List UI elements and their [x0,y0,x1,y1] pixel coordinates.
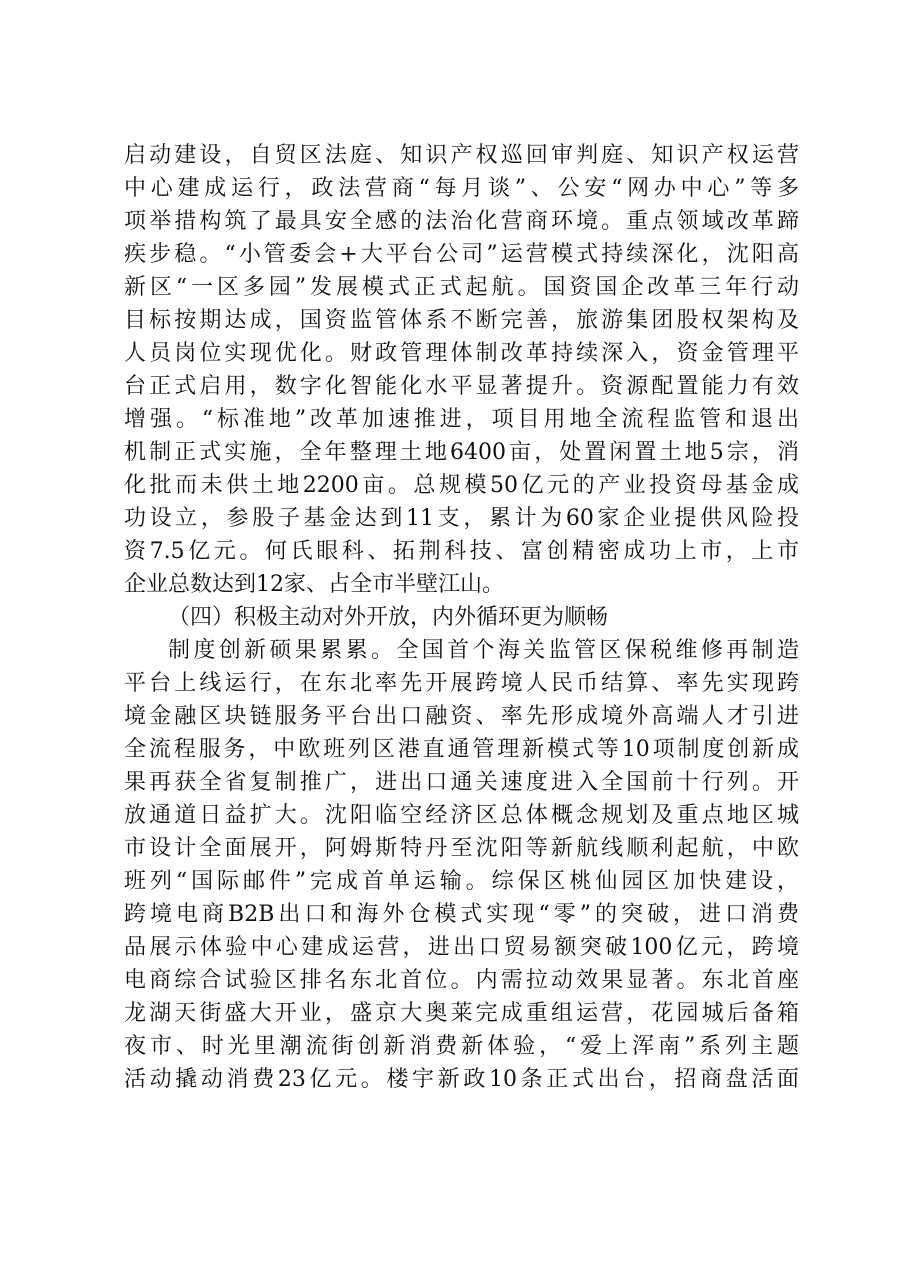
paragraph-2-line-10: 品展示体验中心建成运营，进出口贸易额突破100亿元，跨境 [124,935,799,960]
paragraph-2-line-13: 夜市、时光里潮流街创新消费新体验，“爱上浑南”系列主题 [124,1034,799,1059]
paragraph-1-line-13: 资7.5亿元。何氏眼科、拓荆科技、富创精密成功上市，上市 [124,539,799,564]
paragraph-2-line-7: 市设计全面展开，阿姆斯特丹至沈阳等新航线顺利起航，中欧 [124,836,799,861]
paragraph-1-line-7: 人员岗位实现优化。财政管理体制改革持续深入，资金管理平 [124,341,799,366]
paragraph-1-line-14: 企业总数达到12家、占全市半壁江山。 [124,572,504,597]
paragraph-2-line-5: 果再获全省复制推广，进出口通关速度进入全国前十行列。开 [124,770,799,795]
paragraph-1-line-12: 功设立，参股子基金达到11支，累计为60家企业提供风险投 [124,506,799,531]
paragraph-1-line-10: 机制正式实施，全年整理土地6400亩，处置闲置土地5宗，消 [124,440,799,465]
paragraph-1-line-4: 疾步稳。“小管委会+大平台公司”运营模式持续深化，沈阳高 [124,242,799,267]
paragraph-2-line-3: 境金融区块链服务平台出口融资、率先形成境外高端人才引进 [124,704,799,729]
paragraph-2-line-1: 制度创新硕果累累。全国首个海关监管区保税维修再制造 [168,638,799,663]
document-body [124,139,799,1096]
paragraph-2-line-11: 电商综合试验区排名东北首位。内需拉动效果显著。东北首座 [124,968,799,993]
paragraph-2-line-2: 平台上线运行，在东北率先开展跨境人民币结算、率先实现跨 [124,671,799,696]
paragraph-1-line-6: 目标按期达成，国资监管体系不断完善，旅游集团股权架构及 [124,308,799,333]
section-heading: （四）积极主动对外开放，内外循环更为顺畅 [168,605,609,630]
paragraph-1-line-11: 化批而未供土地2200亩。总规模50亿元的产业投资母基金成 [124,473,799,498]
paragraph-1-line-8: 台正式启用，数字化智能化水平显著提升。资源配置能力有效 [124,374,799,399]
paragraph-2-line-9: 跨境电商B2B出口和海外仓模式实现“零”的突破，进口消费 [124,902,799,927]
paragraph-2-line-14: 活动撬动消费23亿元。楼宇新政10条正式出台，招商盘活面 [124,1067,799,1092]
paragraph-2-line-12: 龙湖天街盛大开业，盛京大奥莱完成重组运营，花园城后备箱 [124,1001,799,1026]
paragraph-1-line-3: 项举措构筑了最具安全感的法治化营商环境。重点领域改革蹄 [124,209,799,234]
paragraph-1-line-5: 新区“一区多园”发展模式正式起航。国资国企改革三年行动 [124,275,799,300]
paragraph-2-line-6: 放通道日益扩大。沈阳临空经济区总体概念规划及重点地区城 [124,803,799,828]
paragraph-1-line-1: 启动建设，自贸区法庭、知识产权巡回审判庭、知识产权运营 [124,143,799,168]
paragraph-1-line-2: 中心建成运行，政法营商“每月谈”、公安“网办中心”等多 [124,176,799,201]
paragraph-2-line-4: 全流程服务，中欧班列区港直通管理新模式等10项制度创新成 [124,737,799,762]
paragraph-2-line-8: 班列“国际邮件”完成首单运输。综保区桃仙园区加快建设， [124,869,799,894]
paragraph-1-line-9: 增强。“标准地”改革加速推进，项目用地全流程监管和退出 [124,407,799,432]
